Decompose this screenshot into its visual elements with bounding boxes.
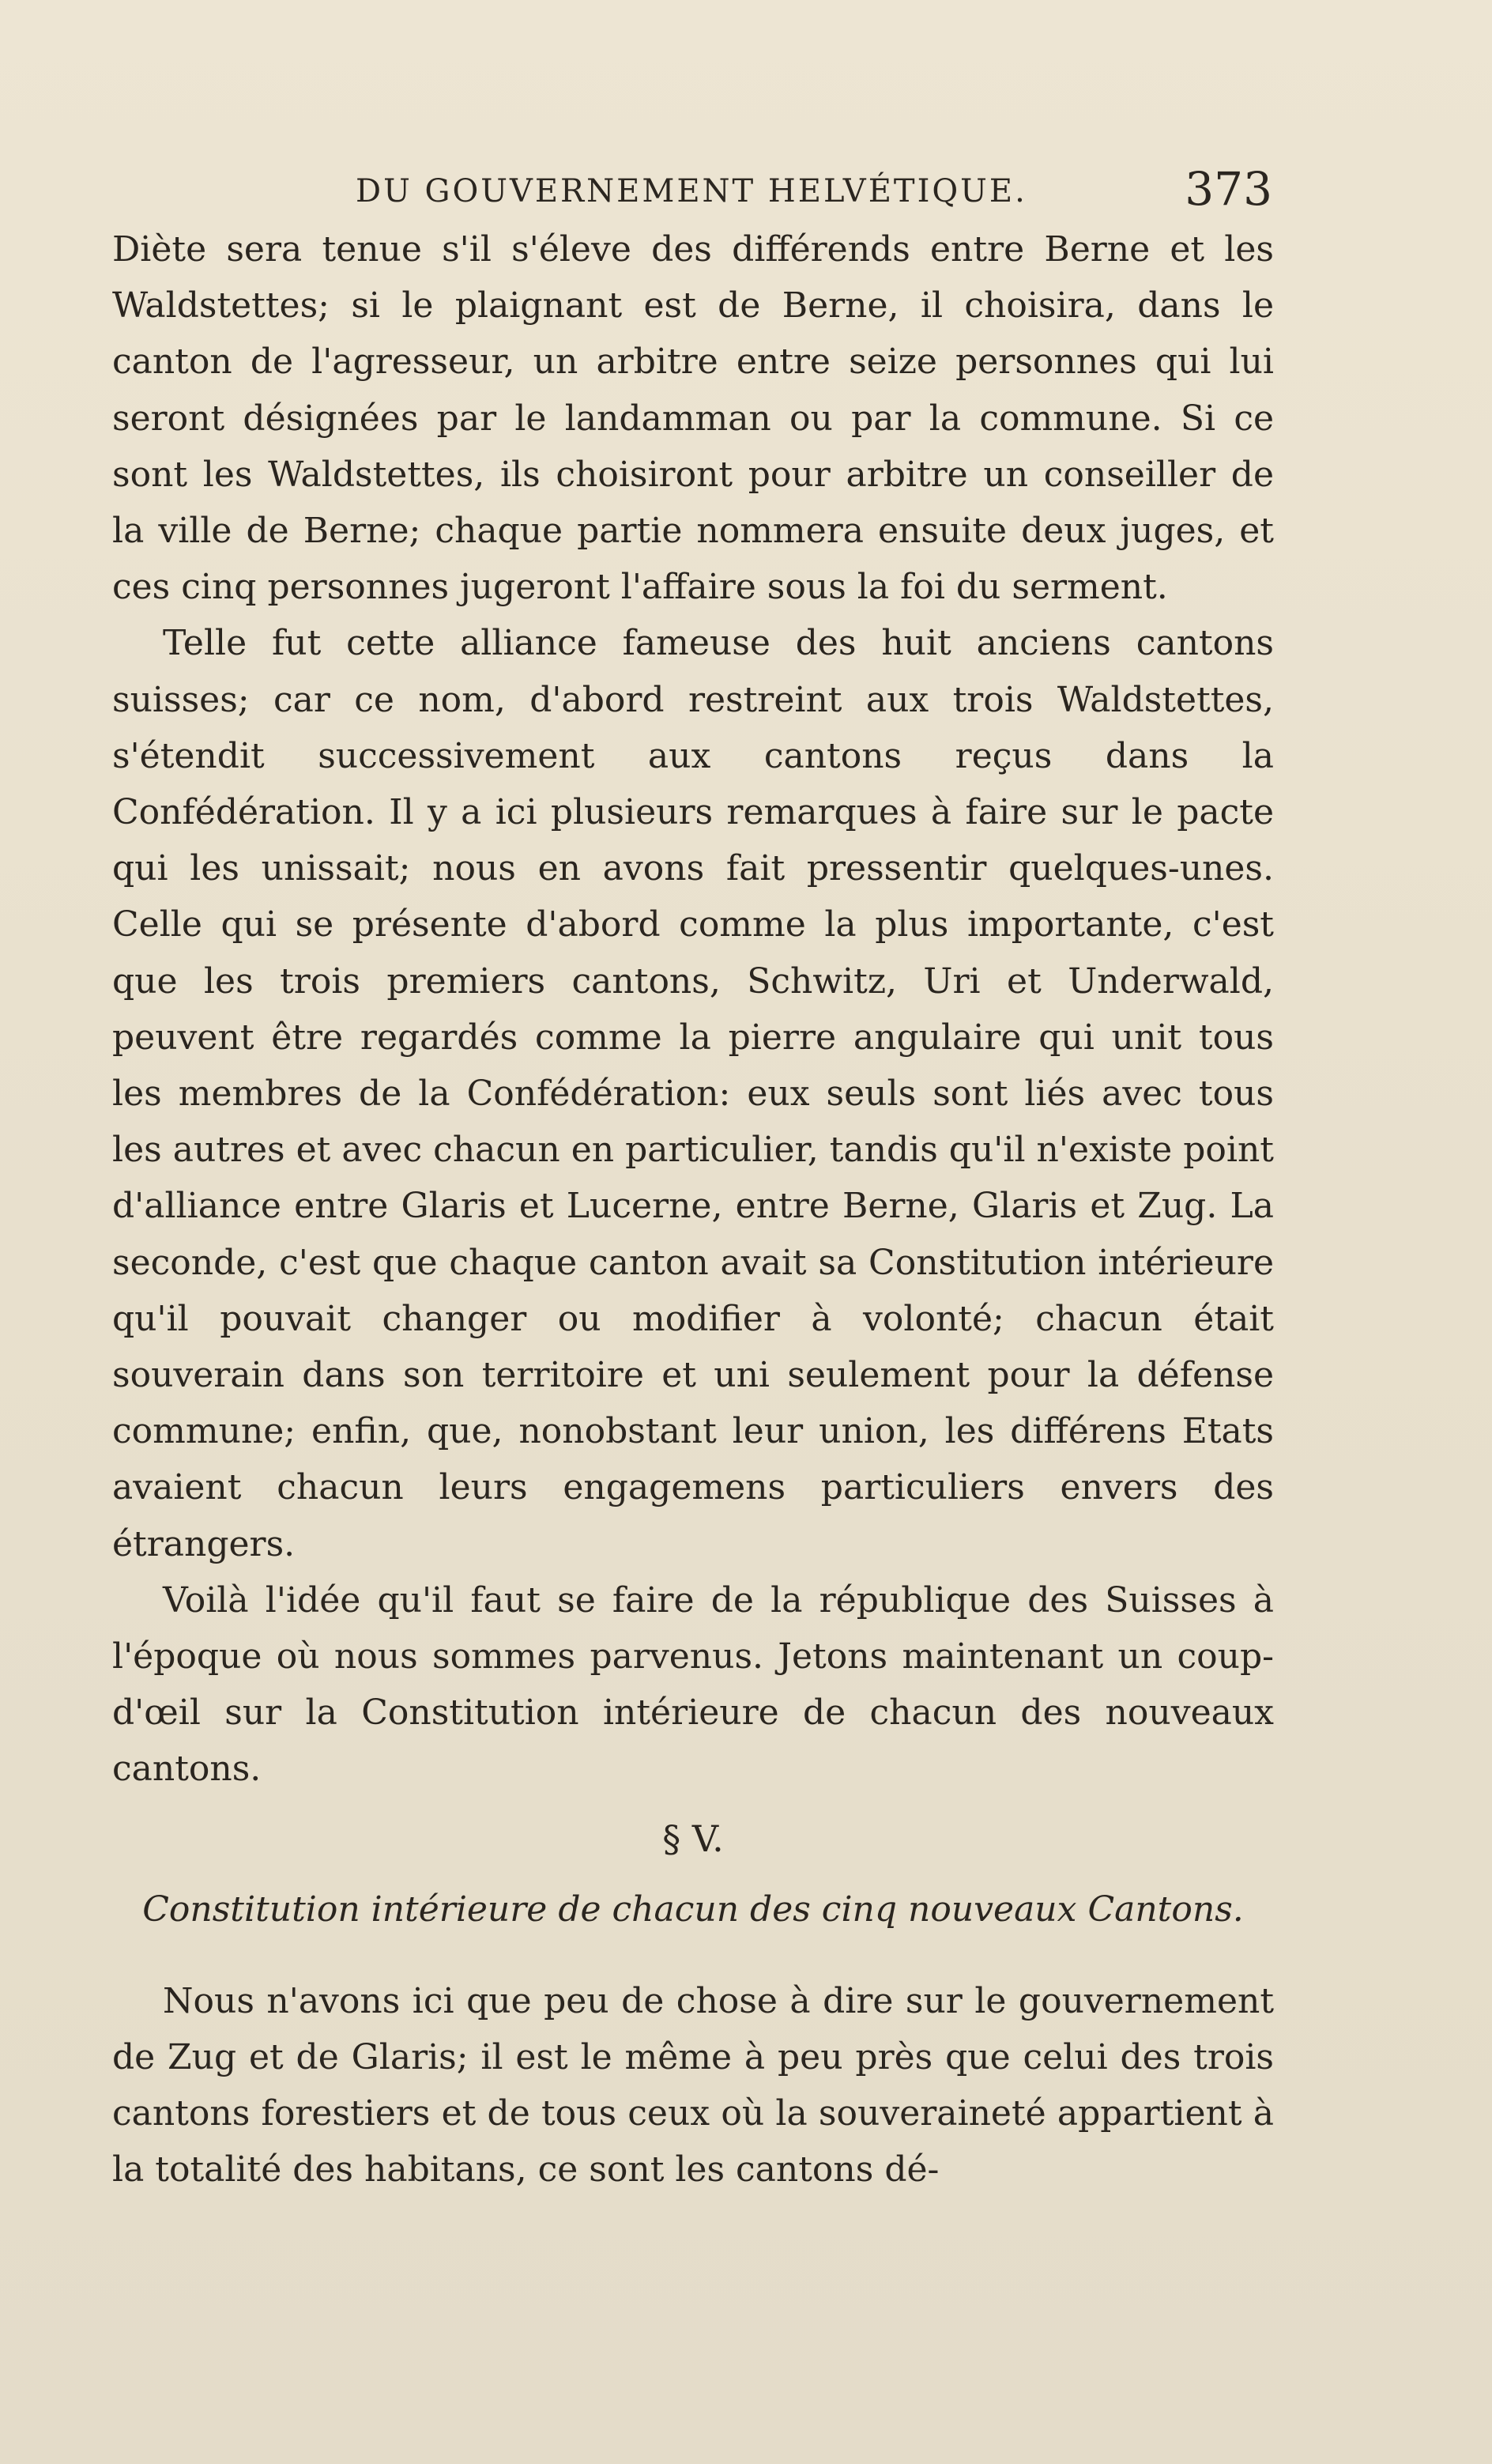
running-title: DU GOUVERNEMENT HELVÉTIQUE. bbox=[356, 173, 1027, 209]
body-text bbox=[112, 221, 1274, 2198]
section-title: Constitution intérieure de chacun des cinq nouveaux Cantons. bbox=[142, 1889, 1244, 1930]
paragraph-3: Voilà l'idée qu'il faut se faire de la république des Suisses à l'époque où nous sommes parvenus. Jetons maintenant un coup-d'œil sur la Constitution intérieure de chacun des nouveaux cantons. bbox=[112, 1579, 1274, 1790]
running-head bbox=[111, 162, 1272, 225]
page-number: 373 bbox=[1185, 162, 1272, 216]
paragraph-1: Diète sera tenue s'il s'éleve des différends entre Berne et les Waldstettes; si le plaignant est de Berne, il choisira, dans le canton de l'agresseur, un arbitre entre seize personnes qui lui seront désignées par le landamman ou par la commune. Si ce sont les Waldstettes, ils choisiront pour arbitre un conseiller de la ville de Berne; chaque partie nommera ensuite deux juges, et ces cinq personnes jugeront l'affaire sous la foi du serment. bbox=[112, 229, 1274, 608]
section-gap bbox=[112, 1941, 1274, 1973]
paragraph-2: Telle fut cette alliance fameuse des huit anciens cantons suisses; car ce nom, d'abord restreint aux trois Waldstettes, s'étendit successivement aux cantons reçus dans la Confédération. Il y a ici plusieurs remarques à faire sur le pacte qui les unissait; nous en avons fait pressentir quelques-unes. Celle qui se présente d'abord comme la plus importante, c'est que les trois premiers cantons, Schwitz, Uri et Underwald, peuvent être regardés comme la pierre angulaire qui unit tous les membres de la Confédération: eux seuls sont liés avec tous les autres et avec chacun en particulier, tandis qu'il n'existe point d'alliance entre Glaris et Lucerne, entre Berne, Glaris et Zug. La seconde, c'est que chaque canton avait sa Constitution intérieure qu'il pouvait changer ou modifier à volonté; chacun était souverain dans son territoire et uni seulement pour la défense commune; enfin, que, nonobstant leur union, les différens Etats avaient chacun leurs engagemens particuliers envers des étrangers. bbox=[112, 623, 1274, 1564]
paragraph-4: Nous n'avons ici que peu de chose à dire sur le gouvernement de Zug et de Glaris; il est le même à peu près que celui des trois cantons forestiers et de tous ceux où la souveraineté appartient à la totalité des habitans, ce sont les cantons dé- bbox=[112, 1980, 1274, 2190]
section-mark: § V. bbox=[662, 1817, 724, 1860]
